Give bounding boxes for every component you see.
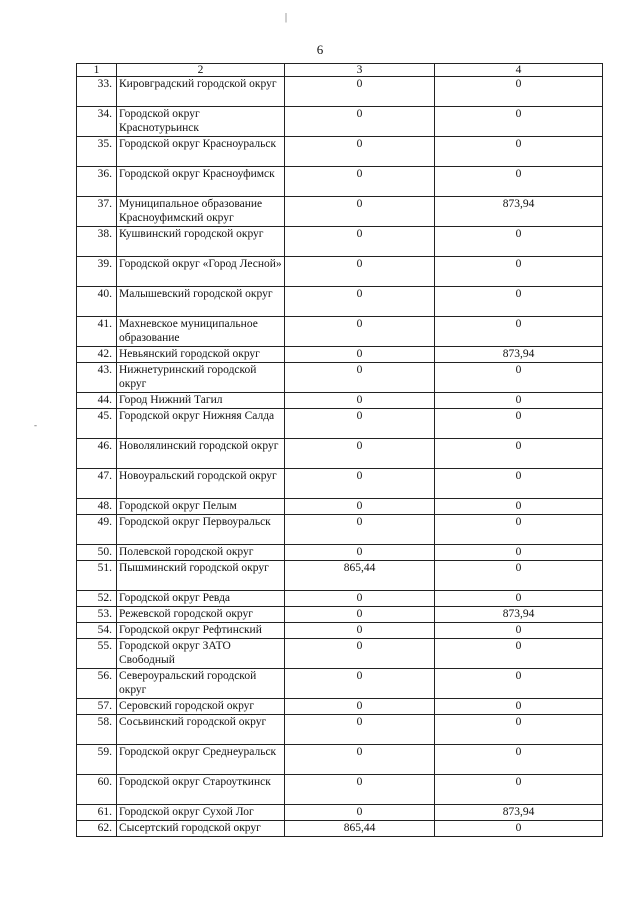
table-row <box>77 607 603 623</box>
value-col-4: 873,94 <box>435 607 603 623</box>
value-col-3: 0 <box>285 167 435 197</box>
value-col-4: 0 <box>435 515 603 545</box>
municipality-name: Североуральский городской округ <box>117 669 285 699</box>
row-number: 60. <box>77 775 117 805</box>
value-col-3: 0 <box>285 393 435 409</box>
table-row <box>77 499 603 515</box>
value-col-3: 0 <box>285 257 435 287</box>
value-col-4: 0 <box>435 775 603 805</box>
header-cell-1: 1 <box>77 64 117 77</box>
municipality-name: Сысертский городской округ <box>117 821 285 837</box>
value-col-3: 0 <box>285 197 435 227</box>
value-col-4: 0 <box>435 363 603 393</box>
value-col-3: 0 <box>285 363 435 393</box>
table-row <box>77 745 603 775</box>
municipality-name: Городской округ Первоуральск <box>117 515 285 545</box>
value-col-4: 873,94 <box>435 347 603 363</box>
row-number: 47. <box>77 469 117 499</box>
value-col-4: 0 <box>435 167 603 197</box>
value-col-3: 0 <box>285 715 435 745</box>
value-col-4: 0 <box>435 699 603 715</box>
value-col-4: 0 <box>435 639 603 669</box>
value-col-3: 0 <box>285 669 435 699</box>
value-col-3: 0 <box>285 545 435 561</box>
value-col-4: 0 <box>435 77 603 107</box>
value-col-3: 0 <box>285 137 435 167</box>
table-row <box>77 137 603 167</box>
value-col-3: 0 <box>285 639 435 669</box>
row-number: 48. <box>77 499 117 515</box>
row-number: 35. <box>77 137 117 167</box>
municipality-name: Городской округ ЗАТО Свободный <box>117 639 285 669</box>
value-col-3: 865,44 <box>285 561 435 591</box>
municipality-name: Кировградский городской округ <box>117 77 285 107</box>
municipality-name: Городской округ Пелым <box>117 499 285 515</box>
row-number: 49. <box>77 515 117 545</box>
municipality-name: Новоуральский городской округ <box>117 469 285 499</box>
table-row <box>77 347 603 363</box>
row-number: 40. <box>77 287 117 317</box>
row-number: 53. <box>77 607 117 623</box>
table-row <box>77 639 603 669</box>
row-number: 51. <box>77 561 117 591</box>
value-col-4: 0 <box>435 409 603 439</box>
municipality-name: Городской округ Красноуфимск <box>117 167 285 197</box>
table-row <box>77 363 603 393</box>
table-row <box>77 669 603 699</box>
value-col-3: 0 <box>285 805 435 821</box>
row-number: 42. <box>77 347 117 363</box>
value-col-3: 0 <box>285 439 435 469</box>
municipality-name: Махневское муниципальное образование <box>117 317 285 347</box>
municipality-name: Городской округ Ревда <box>117 591 285 607</box>
row-number: 33. <box>77 77 117 107</box>
value-col-4: 0 <box>435 469 603 499</box>
value-col-4: 0 <box>435 821 603 837</box>
table-row <box>77 409 603 439</box>
value-col-4: 0 <box>435 107 603 137</box>
row-number: 38. <box>77 227 117 257</box>
table-row <box>77 257 603 287</box>
value-col-4: 0 <box>435 257 603 287</box>
municipality-name: Малышевский городской округ <box>117 287 285 317</box>
municipality-name: Городской округ «Город Лесной» <box>117 257 285 287</box>
table-row <box>77 545 603 561</box>
table-row <box>77 715 603 745</box>
value-col-3: 0 <box>285 227 435 257</box>
value-col-3: 0 <box>285 409 435 439</box>
value-col-4: 0 <box>435 287 603 317</box>
value-col-4: 0 <box>435 439 603 469</box>
value-col-4: 0 <box>435 623 603 639</box>
table-row <box>77 107 603 137</box>
table-row <box>77 699 603 715</box>
municipality-name: Город Нижний Тагил <box>117 393 285 409</box>
row-number: 52. <box>77 591 117 607</box>
table-row <box>77 317 603 347</box>
table-header-row <box>77 64 603 77</box>
value-col-4: 0 <box>435 137 603 167</box>
table-row <box>77 287 603 317</box>
row-number: 55. <box>77 639 117 669</box>
table-row <box>77 77 603 107</box>
municipality-name: Режевской городской округ <box>117 607 285 623</box>
value-col-4: 0 <box>435 227 603 257</box>
value-col-3: 0 <box>285 607 435 623</box>
table-row <box>77 775 603 805</box>
value-col-4: 0 <box>435 393 603 409</box>
header-cell-2: 2 <box>117 64 285 77</box>
municipality-name: Кушвинский городской округ <box>117 227 285 257</box>
row-number: 50. <box>77 545 117 561</box>
value-col-3: 0 <box>285 515 435 545</box>
municipality-name: Серовский городской округ <box>117 699 285 715</box>
row-number: 36. <box>77 167 117 197</box>
page-number: 6 <box>316 42 324 57</box>
row-number: 58. <box>77 715 117 745</box>
value-col-3: 0 <box>285 623 435 639</box>
row-number: 39. <box>77 257 117 287</box>
value-col-3: 865,44 <box>285 821 435 837</box>
value-col-4: 0 <box>435 591 603 607</box>
scan-mark-side: - <box>34 420 37 430</box>
row-number: 57. <box>77 699 117 715</box>
table-row <box>77 227 603 257</box>
table-row <box>77 805 603 821</box>
row-number: 54. <box>77 623 117 639</box>
table-row <box>77 561 603 591</box>
value-col-3: 0 <box>285 347 435 363</box>
value-col-3: 0 <box>285 745 435 775</box>
municipality-name: Городской округ Рефтинский <box>117 623 285 639</box>
value-col-3: 0 <box>285 287 435 317</box>
row-number: 43. <box>77 363 117 393</box>
value-col-4: 873,94 <box>435 805 603 821</box>
table-row <box>77 469 603 499</box>
municipality-name: Городской округ Староуткинск <box>117 775 285 805</box>
value-col-4: 0 <box>435 499 603 515</box>
row-number: 61. <box>77 805 117 821</box>
value-col-4: 0 <box>435 561 603 591</box>
municipality-name: Пышминский городской округ <box>117 561 285 591</box>
municipality-name: Городской округ Красноуральск <box>117 137 285 167</box>
municipality-name: Полевской городской округ <box>117 545 285 561</box>
value-col-3: 0 <box>285 775 435 805</box>
municipality-name: Невьянский городской округ <box>117 347 285 363</box>
municipality-name: Городской округ Нижняя Салда <box>117 409 285 439</box>
table-row <box>77 197 603 227</box>
value-col-4: 0 <box>435 715 603 745</box>
row-number: 59. <box>77 745 117 775</box>
value-col-4: 0 <box>435 317 603 347</box>
value-col-3: 0 <box>285 699 435 715</box>
scan-mark-top: | <box>285 12 288 23</box>
value-col-3: 0 <box>285 591 435 607</box>
table-row <box>77 393 603 409</box>
row-number: 46. <box>77 439 117 469</box>
table-row <box>77 439 603 469</box>
municipality-name: Сосьвинский городской округ <box>117 715 285 745</box>
table-row <box>77 515 603 545</box>
header-cell-4: 4 <box>435 64 603 77</box>
table-row <box>77 167 603 197</box>
table-row <box>77 591 603 607</box>
row-number: 44. <box>77 393 117 409</box>
municipality-name: Городской округ Среднеуральск <box>117 745 285 775</box>
row-number: 62. <box>77 821 117 837</box>
value-col-4: 0 <box>435 669 603 699</box>
value-col-4: 0 <box>435 545 603 561</box>
municipality-name: Муниципальное образование Красноуфимский округ <box>117 197 285 227</box>
municipality-name: Городской округ Сухой Лог <box>117 805 285 821</box>
value-col-3: 0 <box>285 499 435 515</box>
value-col-4: 873,94 <box>435 197 603 227</box>
row-number: 56. <box>77 669 117 699</box>
header-cell-3: 3 <box>285 64 435 77</box>
municipality-name: Городской округ Краснотурьинск <box>117 107 285 137</box>
value-col-3: 0 <box>285 77 435 107</box>
row-number: 45. <box>77 409 117 439</box>
value-col-3: 0 <box>285 107 435 137</box>
row-number: 34. <box>77 107 117 137</box>
value-col-3: 0 <box>285 317 435 347</box>
municipality-name: Новолялинский городской округ <box>117 439 285 469</box>
municipality-name: Нижнетуринский городской округ <box>117 363 285 393</box>
table-row <box>77 821 603 837</box>
row-number: 37. <box>77 197 117 227</box>
row-number: 41. <box>77 317 117 347</box>
value-col-4: 0 <box>435 745 603 775</box>
municipalities-table <box>76 63 603 837</box>
value-col-3: 0 <box>285 469 435 499</box>
table-row <box>77 623 603 639</box>
